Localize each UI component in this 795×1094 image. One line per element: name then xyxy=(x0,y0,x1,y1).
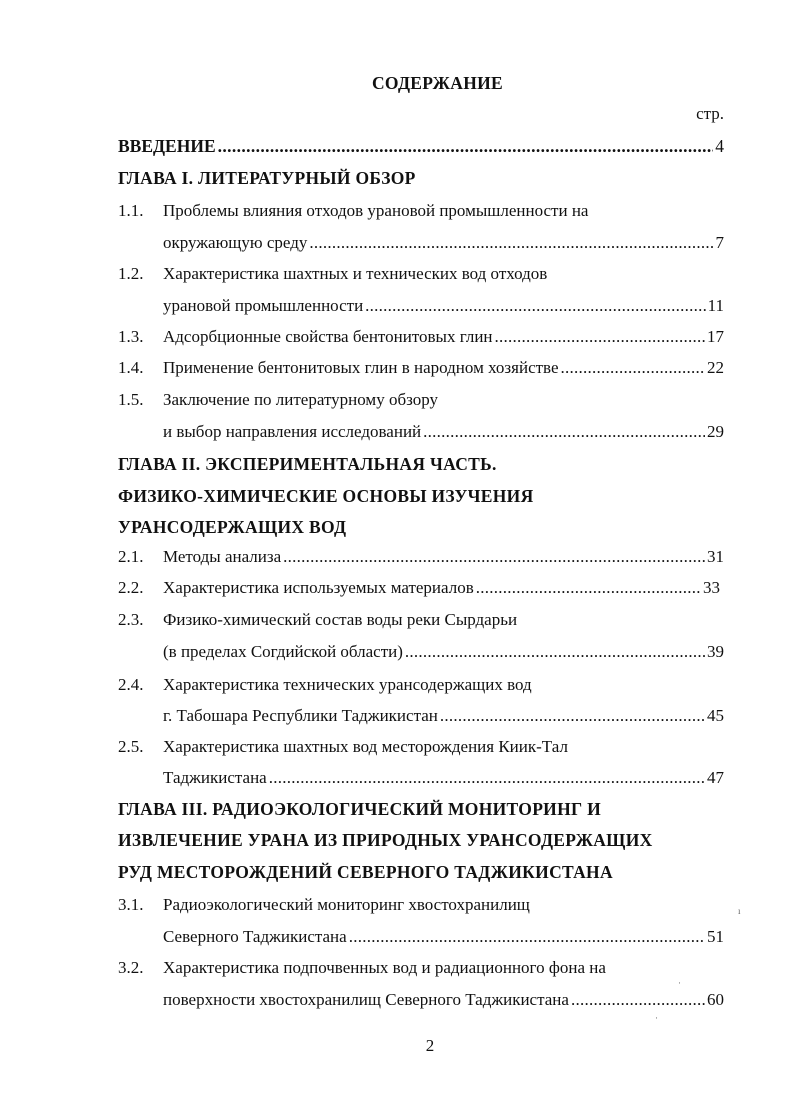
dot-leader xyxy=(269,768,705,788)
toc-item-text: (в пределах Согдийской области) xyxy=(163,642,403,661)
toc-item-text: Применение бентонитовых глин в народном хозяйстве xyxy=(163,358,559,377)
toc-item-text: Методы анализа xyxy=(163,547,282,566)
toc-item-text[interactable]: Характеристика шахтных вод месторождения Киик-Тал xyxy=(163,737,568,756)
toc-entry-page: 39 xyxy=(707,642,724,661)
toc-item-number: 2.4. xyxy=(118,675,144,694)
toc-item-text: и выбор направления исследований xyxy=(163,422,422,441)
chapter-heading[interactable]: РУД МЕСТОРОЖДЕНИЙ СЕВЕРНОГО ТАДЖИКИСТАНА xyxy=(118,862,613,882)
toc-item[interactable] xyxy=(163,327,724,347)
dot-leader xyxy=(405,642,705,662)
scan-speck: ı xyxy=(738,906,741,916)
toc-item-text[interactable]: Характеристика подпочвенных вод и радиационного фона на xyxy=(163,958,606,977)
toc-item[interactable] xyxy=(163,578,720,598)
toc-item-number: 1.1. xyxy=(118,201,144,220)
dot-leader xyxy=(495,327,705,347)
toc-item-number: 1.3. xyxy=(118,327,144,346)
toc-item-text: Таджикистана xyxy=(163,768,267,787)
dot-leader xyxy=(365,296,705,316)
chapter-heading[interactable]: ГЛАВА I. ЛИТЕРАТУРНЫЙ ОБЗОР xyxy=(118,168,416,188)
toc-item-continuation[interactable] xyxy=(163,233,724,253)
dot-leader xyxy=(476,578,701,598)
chapter-heading[interactable]: УРАНСОДЕРЖАЩИХ ВОД xyxy=(118,517,347,537)
toc-item-continuation[interactable] xyxy=(163,642,724,662)
toc-entry-page: 47 xyxy=(707,768,724,787)
chapter-heading[interactable]: ФИЗИКО-ХИМИЧЕСКИЕ ОСНОВЫ ИЗУЧЕНИЯ xyxy=(118,486,534,506)
toc-entry-page: 11 xyxy=(707,296,724,315)
dot-leader xyxy=(309,233,713,253)
toc-item-text: Адсорбционные свойства бентонитовых глин xyxy=(163,327,493,346)
page-column-label: стр. xyxy=(696,104,724,123)
toc-item-text: поверхности хвостохранилищ Северного Таджикистана xyxy=(163,990,569,1009)
toc-item-number: 1.5. xyxy=(118,390,144,409)
toc-item-number: 3.1. xyxy=(118,895,144,914)
toc-entry-page: 33 xyxy=(703,578,720,597)
chapter-heading[interactable]: ГЛАВА III. РАДИОЭКОЛОГИЧЕСКИЙ МОНИТОРИНГ И xyxy=(118,799,602,819)
toc-item-continuation[interactable] xyxy=(163,990,724,1010)
toc-item-number: 1.2. xyxy=(118,264,144,283)
chapter-heading[interactable]: ИЗВЛЕЧЕНИЕ УРАНА ИЗ ПРИРОДНЫХ УРАНСОДЕРЖАЩИХ xyxy=(118,830,653,850)
toc-item[interactable] xyxy=(163,547,724,567)
toc-item-continuation[interactable] xyxy=(163,768,724,788)
dot-leader xyxy=(571,990,705,1010)
dot-leader xyxy=(283,547,705,567)
dot-leader xyxy=(349,927,705,947)
dot-leader xyxy=(423,422,705,442)
toc-item-number: 1.4. xyxy=(118,358,144,377)
toc-item-number: 2.5. xyxy=(118,737,144,756)
toc-item-text: Северного Таджикистана xyxy=(163,927,347,946)
toc-entry-page: 51 xyxy=(707,927,724,946)
scan-speck: · xyxy=(678,978,681,988)
toc-entry-page: 31 xyxy=(707,547,724,566)
toc-item-text[interactable]: Характеристика шахтных и технических вод отходов xyxy=(163,264,548,283)
dot-leader xyxy=(561,358,705,378)
toc-entry-page: 17 xyxy=(707,327,724,346)
dot-leader xyxy=(218,136,714,157)
page-title: СОДЕРЖАНИЕ xyxy=(371,73,503,93)
toc-item-continuation[interactable] xyxy=(163,296,724,316)
toc-item-text[interactable]: Физико-химический состав воды реки Сырдарьи xyxy=(163,610,518,629)
toc-item-text[interactable]: Радиоэкологический мониторинг хвостохранилищ xyxy=(163,895,530,914)
toc-item-continuation[interactable] xyxy=(163,706,724,726)
toc-item-continuation[interactable] xyxy=(163,927,724,947)
toc-item[interactable] xyxy=(163,358,724,378)
toc-entry-page: 7 xyxy=(715,233,724,252)
toc-entry-label: ВВЕДЕНИЕ xyxy=(118,136,216,156)
toc-item-text[interactable]: Проблемы влияния отходов урановой промышленности на xyxy=(163,201,589,220)
toc-item-text: окружающую среду xyxy=(163,233,308,252)
toc-item-text: г. Табошара Республики Таджикистан xyxy=(163,706,438,725)
toc-entry-page: 29 xyxy=(707,422,724,441)
chapter-heading[interactable]: ГЛАВА II. ЭКСПЕРИМЕНТАЛЬНАЯ ЧАСТЬ. xyxy=(118,454,497,474)
toc-item-text[interactable]: Характеристика технических урансодержащих вод xyxy=(163,675,532,694)
toc-item-number: 2.2. xyxy=(118,578,144,597)
toc-item-number: 2.3. xyxy=(118,610,144,629)
dot-leader xyxy=(440,706,705,726)
toc-item-text[interactable]: Заключение по литературному обзору xyxy=(163,390,438,409)
toc-item-number: 3.2. xyxy=(118,958,144,977)
toc-item-text: Характеристика используемых материалов xyxy=(163,578,474,597)
toc-entry-page: 45 xyxy=(707,706,724,725)
toc-item-text: урановой промышленности xyxy=(163,296,364,315)
toc-entry-page: 60 xyxy=(707,990,724,1009)
toc-entry-page: 22 xyxy=(707,358,724,377)
toc-entry-introduction[interactable] xyxy=(118,136,724,157)
toc-entry-page: 4 xyxy=(715,136,724,156)
scan-speck: · xyxy=(655,1013,658,1023)
page-number: 2 xyxy=(425,1036,435,1055)
toc-item-number: 2.1. xyxy=(118,547,144,566)
toc-item-continuation[interactable] xyxy=(163,422,724,442)
